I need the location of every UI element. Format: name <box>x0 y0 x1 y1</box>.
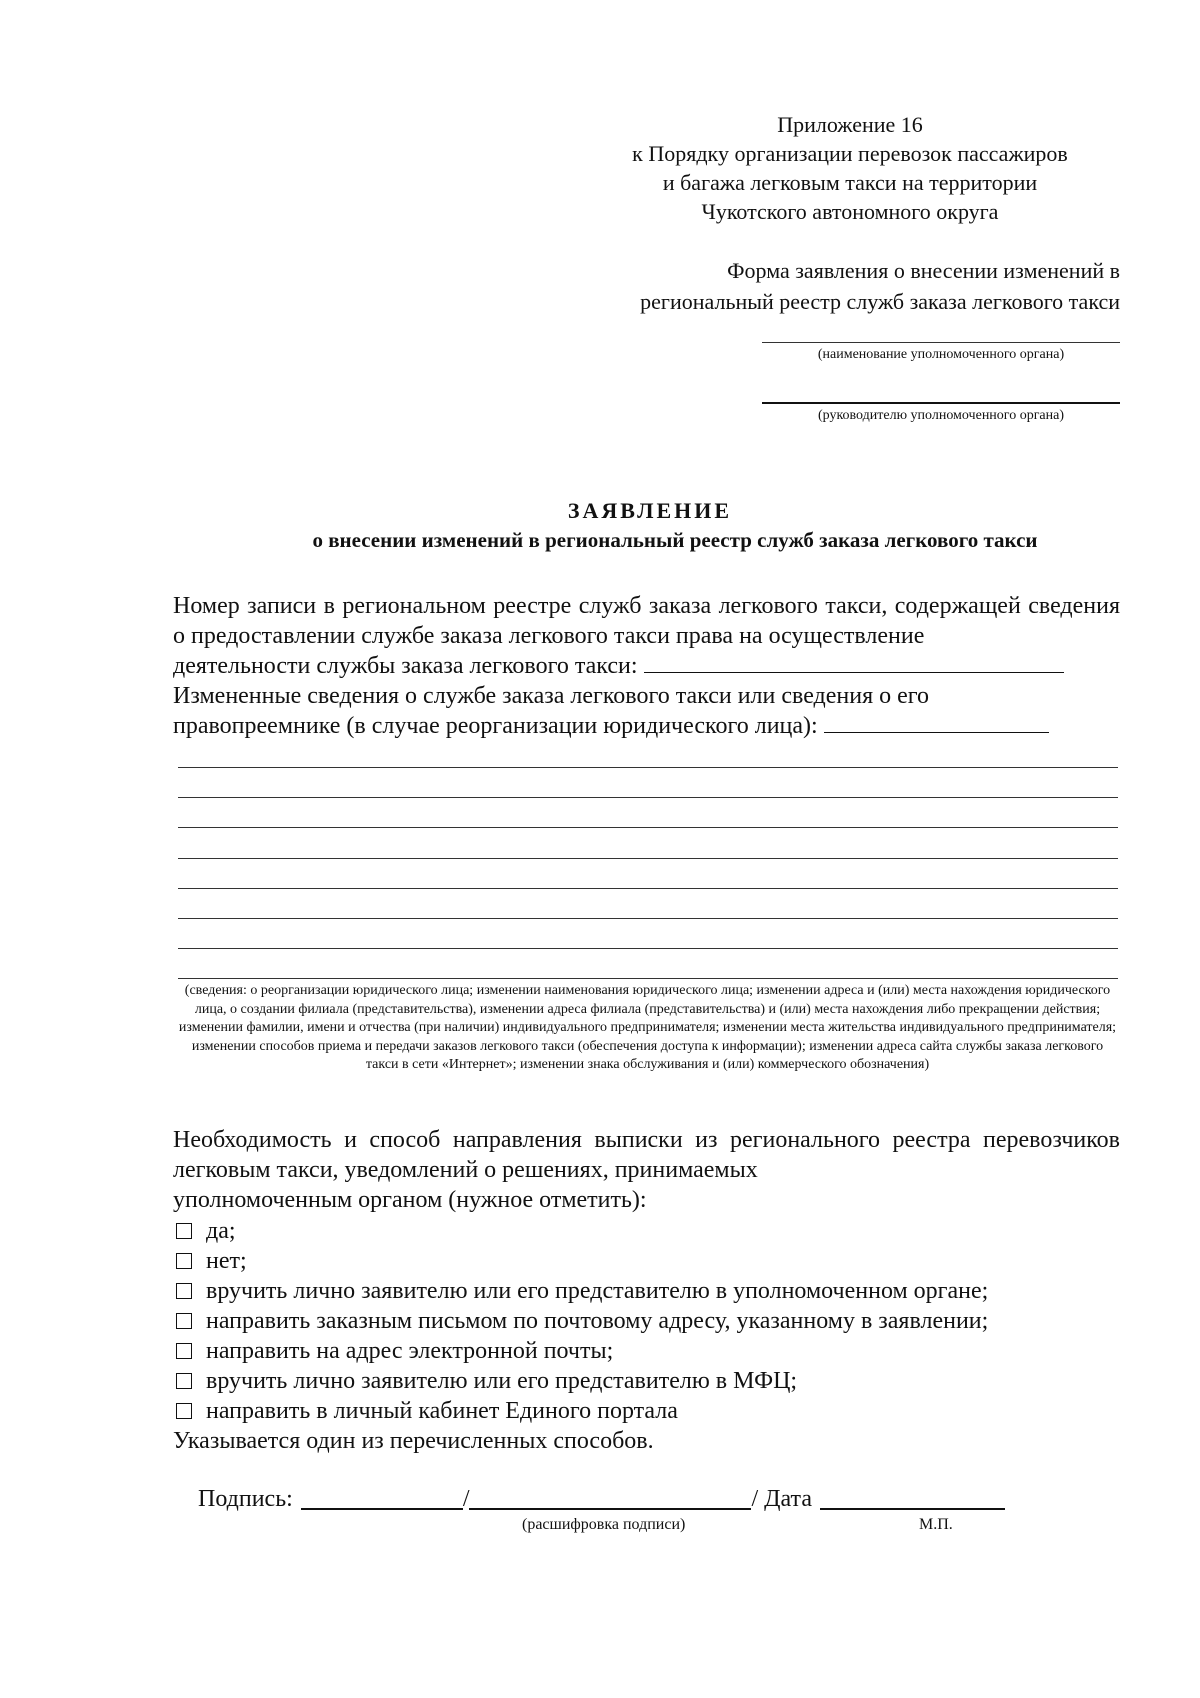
appendix-line: и багажа легковым такси на территории <box>662 170 1038 195</box>
changes-fill-line[interactable] <box>178 948 1118 949</box>
signature-slash: / <box>462 1486 470 1512</box>
delivery-intro <box>173 1125 1120 1215</box>
record-number-field[interactable] <box>644 671 1064 673</box>
changes-text: Измененные сведения о службе заказа легкового такси или сведения о его <box>173 683 930 709</box>
option-label: направить в личный кабинет Единого портала <box>206 1398 678 1424</box>
record-number-paragraph <box>173 591 1120 681</box>
checkbox[interactable] <box>176 1373 192 1389</box>
date-field[interactable] <box>820 1508 1005 1510</box>
changes-fill-line[interactable] <box>178 888 1118 889</box>
signature-decode-caption: (расшифровка подписи) <box>522 1516 686 1533</box>
delivery-options <box>173 1216 1120 1456</box>
signature-decode-field[interactable] <box>469 1508 751 1510</box>
delivery-intro-last: уполномоченным органом (нужное отметить): <box>173 1187 647 1213</box>
form-name <box>520 255 1120 317</box>
delivery-option-in-person-mfc[interactable] <box>173 1366 1120 1396</box>
changes-hint: (сведения: о реорганизации юридического лица; изменении наименования юридического лица; изменении адреса и (или) места нахождения юридического лица, о создании филиала (представительства), изменении адреса филиала (представительства) и (или) места нахождения либо прекращении действия; изменении фамилии, имени и отчества (при наличии) индивидуального предпринимателя; изменении места жительства индивидуального предпринимателя; изменении способов приема и передачи заказов легкового такси (обеспечения доступа к информации); изменении адреса сайта службы заказа легкового такси в сети «Интернет»; изменении знака обслуживания и (или) коммерческого обозначения) <box>178 983 1117 1072</box>
checkbox[interactable] <box>176 1313 192 1329</box>
delivery-intro-text: Необходимость и способ направления выписки из регионального реестра перевозчиков легковым такси, уведомлений о решениях, принимаемых <box>173 1127 1120 1183</box>
changes-fill-line[interactable] <box>178 797 1118 798</box>
authority-head-caption: (руководителю уполномоченного органа) <box>817 408 1065 423</box>
authority-name-field[interactable] <box>762 342 1120 343</box>
record-number-text: Номер записи в региональном реестре служб заказа легкового такси, содержащей сведения о предоставлении службе заказа легкового такси права на осуществление <box>173 593 1120 649</box>
changes-fill-line[interactable] <box>178 978 1118 979</box>
signature-field[interactable] <box>301 1508 463 1510</box>
checkbox[interactable] <box>176 1253 192 1269</box>
form-name-line: региональный реестр служб заказа легкового такси <box>640 289 1120 314</box>
changes-paragraph <box>173 681 1120 741</box>
option-label: вручить лично заявителю или его представителю в МФЦ; <box>206 1368 798 1394</box>
option-label: вручить лично заявителю или его представителю в уполномоченном органе; <box>206 1278 989 1304</box>
delivery-option-yes[interactable] <box>173 1216 1120 1246</box>
appendix-line: Приложение 16 <box>777 112 923 137</box>
signature-row <box>198 1484 1005 1514</box>
form-name-line: Форма заявления о внесении изменений в <box>727 258 1120 283</box>
appendix-header <box>580 110 1120 226</box>
delivery-option-email[interactable] <box>173 1336 1120 1366</box>
authority-name-caption: (наименование уполномоченного органа) <box>817 347 1065 362</box>
changes-last-line <box>173 711 1120 741</box>
option-label: направить заказным письмом по почтовому адресу, указанному в заявлении; <box>206 1308 989 1334</box>
changes-fill-line[interactable] <box>178 767 1118 768</box>
changes-fill-line[interactable] <box>178 827 1118 828</box>
changes-inline-field[interactable] <box>824 731 1049 733</box>
changes-label: правопреемнике (в случае реорганизации юридического лица): <box>173 713 818 739</box>
checkbox[interactable] <box>176 1223 192 1239</box>
delivery-option-registered-mail[interactable] <box>173 1306 1120 1336</box>
changes-fill-line[interactable] <box>178 858 1118 859</box>
changes-fill-line[interactable] <box>178 918 1118 919</box>
checkbox[interactable] <box>176 1403 192 1419</box>
option-label: нет; <box>206 1248 247 1274</box>
document-subtitle: о внесении изменений в региональный реестр служб заказа легкового такси <box>312 528 1038 552</box>
record-number-label: деятельности службы заказа легкового такси: <box>173 653 638 679</box>
signature-label: Подпись: <box>198 1486 293 1512</box>
date-label: / Дата <box>751 1486 812 1512</box>
delivery-option-portal[interactable] <box>173 1396 1120 1426</box>
appendix-line: к Порядку организации перевозок пассажиров <box>632 141 1068 166</box>
checkbox[interactable] <box>176 1283 192 1299</box>
appendix-line: Чукотского автономного округа <box>701 199 999 224</box>
checkbox[interactable] <box>176 1343 192 1359</box>
delivery-option-no[interactable] <box>173 1246 1120 1276</box>
delivery-note: Указывается один из перечисленных способов. <box>173 1428 654 1454</box>
delivery-option-in-person-authority[interactable] <box>173 1276 1120 1306</box>
document-title: ЗАЯВЛЕНИЕ <box>567 498 733 523</box>
stamp-caption: М.П. <box>919 1516 953 1533</box>
option-label: да; <box>206 1218 236 1244</box>
authority-head-field[interactable] <box>762 402 1120 404</box>
option-label: направить на адрес электронной почты; <box>206 1338 614 1364</box>
record-number-last-line <box>173 651 1120 681</box>
